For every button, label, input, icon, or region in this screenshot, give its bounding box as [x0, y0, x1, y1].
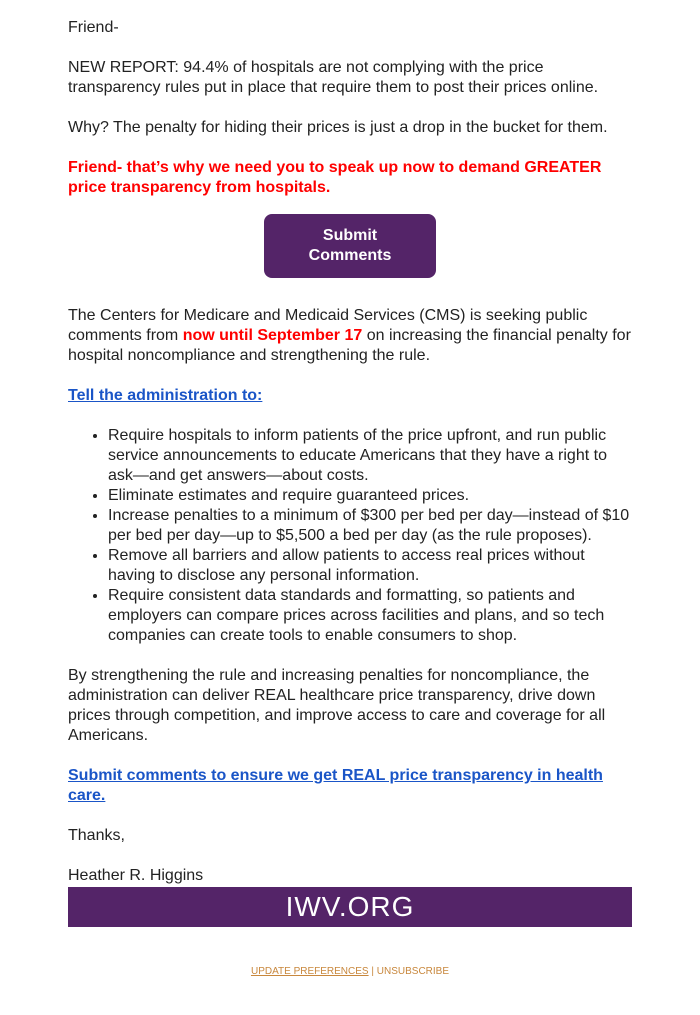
iwv-logo-text: IWV.ORG	[285, 891, 415, 922]
update-preferences-link[interactable]: UPDATE PREFERENCES	[250, 966, 369, 977]
iwv-banner[interactable]	[68, 887, 632, 927]
why-paragraph: Why? The penalty for hiding their prices is just a drop in the bucket for them.	[68, 119, 608, 136]
unsubscribe-link[interactable]: UNSUBSCRIBE	[376, 966, 450, 977]
demands-list	[68, 426, 632, 646]
cms-deadline: now until September 17	[182, 327, 363, 344]
signature: Heather R. Higgins	[68, 867, 204, 884]
list-item: • Eliminate estimates and require guaranteed prices.	[108, 486, 632, 506]
submit-comments-button[interactable]: Submit Comments	[264, 214, 436, 278]
list-item: • Require consistent data standards and formatting, so patients and employers can compare prices across facilities and plans, and so tech companies can create tools to enable consumers to shop.	[108, 586, 632, 646]
submit-button-container	[68, 214, 632, 278]
cms-paragraph	[68, 306, 632, 366]
closing-paragraph: By strengthening the rule and increasing penalties for noncompliance, the administration can deliver REAL healthcare price transparency, drive down prices through competition, and improve access to care and coverage for all Americans.	[68, 667, 606, 744]
submit-comments-paragraph	[68, 766, 632, 806]
thanks: Thanks,	[68, 827, 125, 844]
cms-text-part2: on increasing the financial penalty for hospital noncompliance and strengthening the rule.	[68, 327, 631, 364]
list-item: • Remove all barriers and allow patients to access real prices without having to disclose any personal information.	[108, 546, 632, 586]
email-footer	[0, 965, 700, 979]
call-to-action: Friend- that’s why we need you to speak up now to demand GREATER price transparency from hospitals.	[68, 159, 602, 196]
report-paragraph: NEW REPORT: 94.4% of hospitals are not complying with the price transparency rules put in place that require them to post their prices online.	[68, 59, 599, 96]
list-item: • Require hospitals to inform patients of the price upfront, and run public service announcements to educate Americans that they have a right to ask—and get answers—about costs.	[108, 426, 632, 486]
footer-separator: |	[371, 966, 374, 977]
submit-comments-link[interactable]: Submit comments to ensure we get REAL price transparency in health care.	[68, 767, 603, 804]
cms-text-part1: The Centers for Medicare and Medicaid Services (CMS) is seeking public comments from	[68, 307, 588, 344]
list-item: • Increase penalties to a minimum of $300 per bed per day—instead of $10 per bed per day—up to $5,500 a bed per day (as the rule proposes).	[108, 506, 632, 546]
tell-administration-paragraph	[68, 386, 632, 406]
email-body	[68, 18, 632, 886]
tell-administration-link[interactable]: Tell the administration to:	[68, 387, 263, 404]
greeting: Friend-	[68, 19, 119, 36]
